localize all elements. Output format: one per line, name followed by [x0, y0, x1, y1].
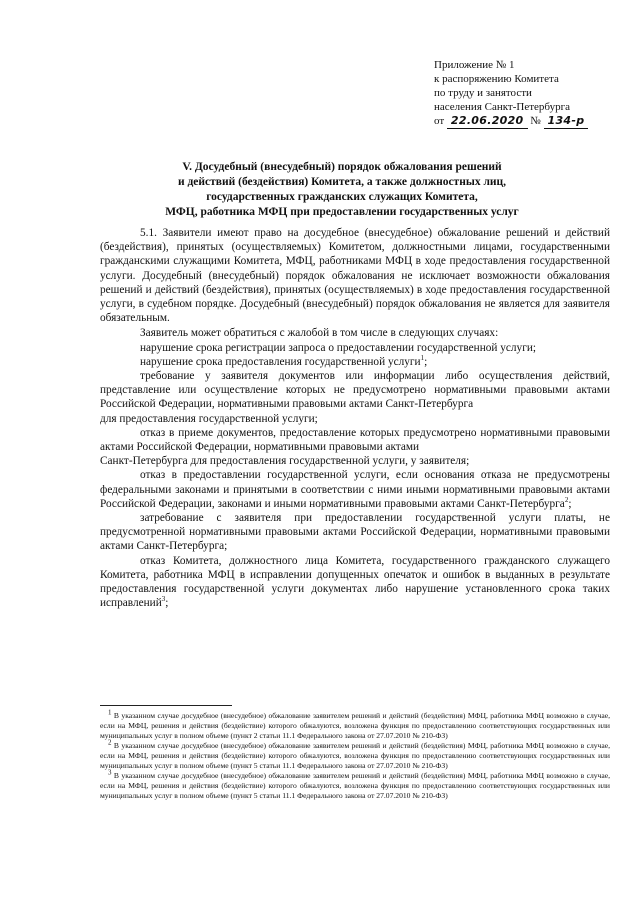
paragraph: отказ в приеме документов, предоставление которых предусмотрено нормативными правовыми актами Российской Федерации, нормативными правовыми актами — [100, 426, 610, 454]
paragraph — [100, 554, 610, 611]
appendix-number: 134-р — [544, 114, 589, 129]
footnote-mark: 2 — [108, 738, 112, 747]
appendix-header — [434, 58, 624, 129]
appendix-line: по труду и занятости — [434, 87, 532, 99]
footnote — [100, 738, 610, 771]
appendix-line: к распоряжению Комитета — [434, 73, 559, 85]
appendix-date-line — [434, 114, 624, 129]
paragraph: нарушение срока регистрации запроса о предоставлении государственной услуги; — [140, 341, 537, 354]
paragraph: требование у заявителя документов или информации либо осуществления действий, представление или осуществление которых не предусмотрено нормативными правовыми актами Российской Федерации, нормативными правовыми актами Санкт-Петербурга — [100, 370, 610, 411]
paragraph: Заявитель может обратиться с жалобой в том числе в следующих случаях: — [140, 327, 499, 340]
paragraph-text: отказ в предоставлении государственной услуги, если основания отказа не предусмотрены федеральными законами и принятыми в соответствии с ними иными нормативными правовыми актами Российской Федерации, законами и иными нормативными правовыми актами Санкт-Петербурга — [100, 469, 610, 510]
footnote-ref: 2 — [564, 496, 569, 505]
footnote-divider — [100, 705, 232, 706]
footnote-ref: 1 — [420, 354, 425, 363]
paragraph — [100, 355, 610, 369]
title-line: и действий (бездействия) Комитета, а также должностных лиц, — [177, 176, 507, 188]
footnote-ref: 3 — [161, 595, 166, 604]
paragraph: Санкт-Петербурга для предоставления государственной услуги, у заявителя; — [100, 455, 470, 468]
paragraph — [100, 468, 610, 511]
footnote-text: В указанном случае досудебное (внесудебное) обжалование заявителем решений и действий (бездействия) МФЦ, работника МФЦ возможно в случае, если на МФЦ, решения и действия (бездействие) которого обжалуются, возложена функция по предоставлению соответствующих государственных или муниципальных услуг в полном объеме (пункт 5 статьи 11.1 Федерального закона от 27.07.2010 № 210-ФЗ) — [100, 741, 610, 770]
title-line: МФЦ, работника МФЦ при предоставлении государственных услуг — [165, 206, 519, 218]
appendix-date: 22.06.2020 — [447, 114, 528, 129]
paragraph: затребование с заявителя при предоставлении государственной услуги платы, не предусмотренной нормативными правовыми актами Российской Федерации, нормативными правовыми актами Санкт-Петербурга; — [100, 512, 610, 553]
footnote-mark: 3 — [108, 768, 112, 777]
title-line: государственных гражданских служащих Комитета, — [206, 191, 478, 203]
paragraph: 5.1. Заявители имеют право на досудебное (внесудебное) обжалование решений и действий (бездействия), принятых (осуществляемых) Комитетом, должностными лицами, государственными гражданскими служащими Комитета, МФЦ, работниками МФЦ в ходе предоставления государственной услуги. Досудебный (внесудебный) порядок обжалования не исключает возможности обжалования решений и действий (бездействия), принятых (осуществляемых) в ходе предоставления государственной услуги, в судебном порядке. Досудебный (внесудебный) порядок обжалования не является для заявителя обязательным. — [100, 227, 610, 325]
appendix-from: от — [434, 115, 445, 127]
footnote-mark: 1 — [108, 708, 112, 717]
paragraph-text: отказ Комитета, должностного лица Комитета, государственного гражданского служащего Комитета, работника МФЦ в исправлении допущенных опечаток и ошибок в выданных в результате предоставления государственной услуги документах либо нарушение установленного срока таких исправлений — [100, 554, 610, 610]
document-body — [100, 226, 610, 610]
appendix-line: Приложение № 1 — [434, 59, 515, 71]
paragraph-text: нарушение срока предоставления государственной услуги — [140, 355, 421, 368]
paragraph-end: ; — [568, 497, 572, 510]
footnote — [100, 708, 610, 741]
paragraph-end: ; — [424, 355, 428, 368]
section-title — [100, 160, 584, 220]
footnote-text: В указанном случае досудебное (внесудебное) обжалование заявителем решений и действий (бездействия) МФЦ, работника МФЦ возможно в случае, если на МФЦ, решения и действия (бездействие) которого обжалуются, возложена функция по предоставлению соответствующих государственных или муниципальных услуг в полном объеме (пункт 2 статьи 11.1 Федерального закона от 27.07.2010 № 210-ФЗ) — [100, 711, 610, 740]
footnote-text: В указанном случае досудебное (внесудебное) обжалование заявителем решений и действий (бездействия) МФЦ, работника МФЦ возможно в случае, если на МФЦ, решения и действия (бездействие) которого обжалуются, возложена функция по предоставлению соответствующих государственных или муниципальных услуг в полном объеме (пункт 5 статьи 11.1 Федерального закона от 27.07.2010 № 210-ФЗ) — [100, 771, 610, 800]
paragraph-end: ; — [165, 597, 169, 610]
footnote — [100, 768, 610, 801]
title-line: V. Досудебный (внесудебный) порядок обжалования решений — [182, 161, 502, 173]
appendix-no-sign: № — [530, 115, 541, 127]
paragraph: для предоставления государственной услуги; — [100, 412, 318, 425]
footnotes — [100, 708, 610, 801]
appendix-line: населения Санкт-Петербурга — [434, 101, 570, 113]
